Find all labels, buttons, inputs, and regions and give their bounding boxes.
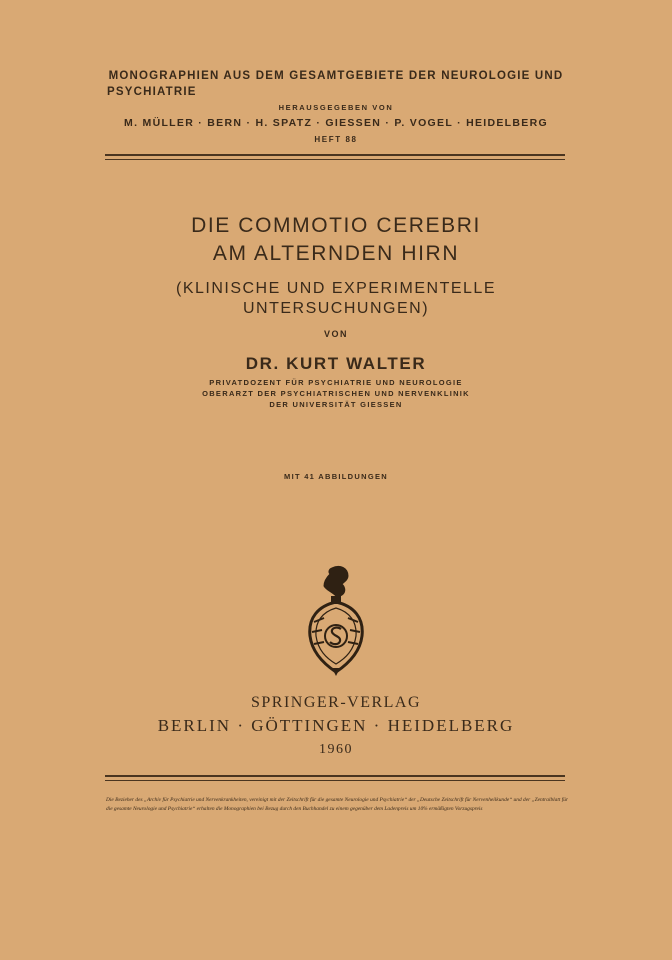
book-title-line1: DIE COMMOTIO CEREBRI: [191, 214, 481, 237]
editors-list: M. MÜLLER · BERN · H. SPATZ · GIESSEN · P. VOGEL · HEIDELBERG: [124, 117, 548, 129]
author-name: DR. KURT WALTER: [245, 354, 427, 373]
publication-year: 1960: [319, 742, 353, 757]
book-title-line2: AM ALTERNDEN HIRN: [212, 242, 460, 265]
author-affiliation-2: OBERARZT DER PSYCHIATRISCHEN UND NERVENKLINIK: [202, 389, 470, 398]
publisher-cities: BERLIN · GÖTTINGEN · HEIDELBERG: [157, 716, 515, 735]
top-rule-thin: [105, 159, 565, 160]
top-rule: [105, 154, 565, 156]
springer-logo-icon: [302, 562, 370, 678]
book-subtitle-line2: UNTERSUCHUNGEN): [242, 300, 430, 317]
editors-intro: HERAUSGEGEBEN VON: [278, 103, 394, 112]
bottom-rule-thin: [105, 780, 565, 781]
author-affiliation-1: PRIVATDOZENT FÜR PSYCHIATRIE UND NEUROLOGIE: [209, 378, 463, 387]
author-affiliation-3: DER UNIVERSITÄT GIESSEN: [269, 400, 403, 409]
publisher-name: SPRINGER-VERLAG: [250, 694, 422, 711]
illustrations-note: MIT 41 ABBILDUNGEN: [284, 472, 388, 481]
by-label: VON: [323, 329, 348, 339]
subscriber-footnote: Die Bezieher des „Archiv für Psychiatrie und Nervenkrankheiten, vereinigt mit der Zeitschrift für die gesamte Neurologie und Psychiatrie“ der „Deutsche Zeitschrift für Nervenheilkunde“ und der „Zentralblatt für die gesamte Neurologie und Psychiatrie“ erhalten die Monographien bei Bezug durch den Buchhandel zu einem gegenüber dem Ladenpreis um 10% ermäßigten Vorzugspreis: [106, 797, 568, 812]
bottom-rule: [105, 775, 565, 777]
series-title-line2: PSYCHIATRIE: [107, 86, 197, 98]
book-subtitle-line1: (KLINISCHE UND EXPERIMENTELLE: [175, 280, 496, 297]
series-title-line1: MONOGRAPHIEN AUS DEM GESAMTGEBIETE DER NEUROLOGIE UND: [108, 70, 564, 82]
issue-number: HEFT 88: [314, 135, 358, 144]
